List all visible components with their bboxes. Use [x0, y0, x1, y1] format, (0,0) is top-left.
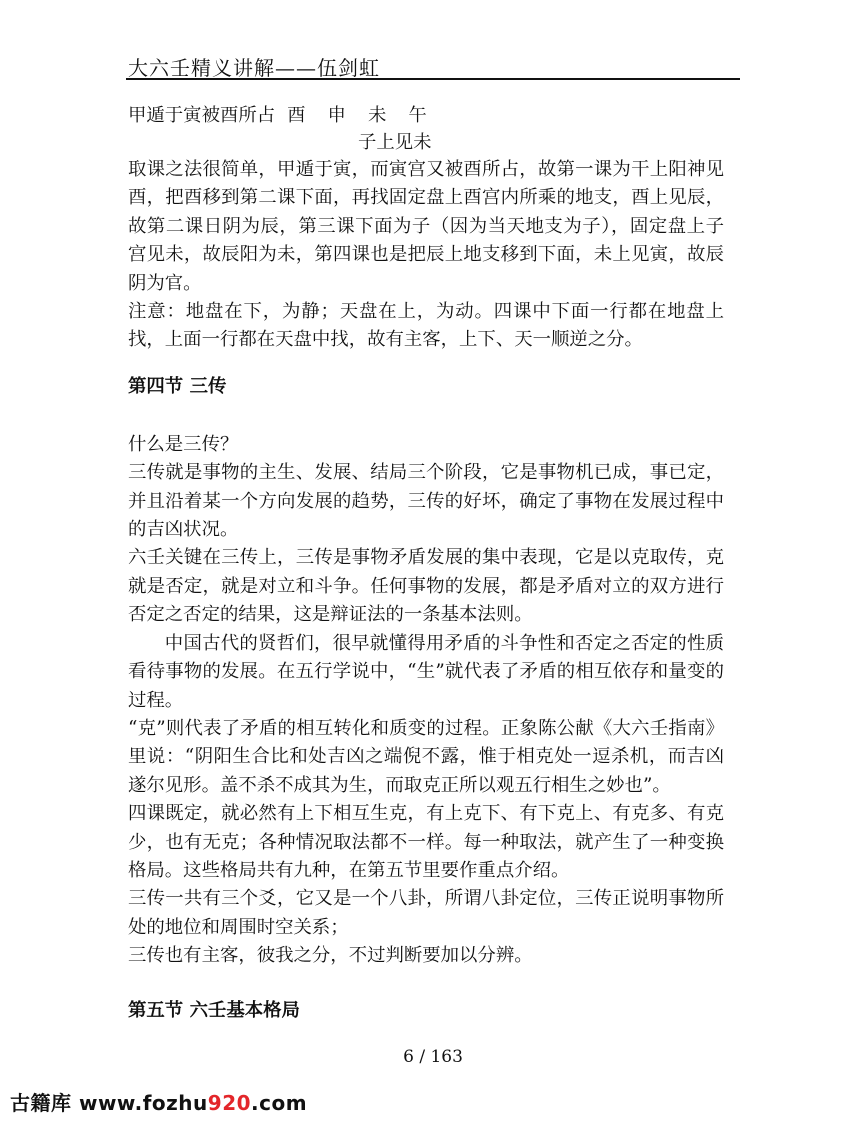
intro-line: [128, 102, 724, 130]
section-heading: 第四节 三传: [128, 375, 227, 397]
page-body: [128, 102, 724, 1025]
page-number: 6 / 163: [403, 1047, 463, 1067]
paragraph: 六壬关键在三传上，三传是事物矛盾发展的集中表现，它是以克取传，克就是否定，就是对立和斗争。任何事物的发展，都是矛盾对立的双方进行否定之否定的结果，这是辩证法的一条基本法则。: [128, 547, 724, 626]
branch-4: 午: [408, 105, 427, 126]
watermark-suffix: .com: [251, 1091, 308, 1115]
paragraph: 三传就是事物的主生、发展、结局三个阶段，它是事物机已成，事已定，并且沿着某一个方向发展的趋势，三传的好坏，确定了事物在发展过程中的吉凶状况。: [128, 462, 724, 541]
section-heading: 第五节 六壬基本格局: [128, 999, 300, 1021]
branch-3: 未: [367, 105, 387, 126]
intro-subline: 子上见未: [358, 132, 432, 153]
watermark-prefix: 古籍库 www.fozhu: [10, 1091, 208, 1115]
watermark-accent: 920: [207, 1091, 252, 1115]
site-watermark: [10, 1087, 307, 1116]
branch-1: 酉: [287, 105, 306, 126]
branch-2: 申: [327, 105, 346, 126]
intro-text: 甲遁于寅被酉所占: [128, 105, 276, 126]
paragraph: 中国古代的贤哲们，很早就懂得用矛盾的斗争性和否定之否定的性质看待事物的发展。在五行学说中，“生”就代表了矛盾的相互依存和量变的过程。: [128, 632, 724, 711]
header-rule: [126, 78, 740, 80]
paragraph: 注意：地盘在下，为静；天盘在上，为动。四课中下面一行都在地盘上找，上面一行都在天盘中找，故有主客，上下、天一顺逆之分。: [128, 301, 724, 351]
paragraph: 什么是三传？: [128, 433, 239, 455]
paragraph: 四课既定，就必然有上下相互生克，有上克下、有下克上、有克多、有克少，也有无克；各种情况取法都不一样。每一种取法，就产生了一种变换格局。这些格局共有九种，在第五节里要作重点介绍。: [128, 803, 724, 881]
paragraph: “克”则代表了矛盾的相互转化和质变的过程。正象陈公献《大六壬指南》里说：“阴阳生合比和处吉凶之端倪不露，惟于相克处一逗杀机，而吉凶遂尔见形。盖不杀不成其为生，而取克正所以观五行相生之妙也”。: [128, 717, 724, 796]
paragraph: 三传一共有三个爻，它又是一个八卦，所谓八卦定位，三传正说明事物所处的地位和周围时空关系；: [128, 888, 724, 938]
paragraph: 三传也有主客，彼我之分，不过判断要加以分辨。: [128, 945, 533, 967]
header-title: 大六壬精义讲解——伍剑虹: [128, 56, 380, 80]
paragraph: 取课之法很简单，甲遁于寅，而寅宫又被酉所占，故第一课为干上阳神见酉，把酉移到第二课下面，再找固定盘上酉宫内所乘的地支，酉上见辰，故第二课日阴为辰，第三课下面为子（因为当天地支为子），固定盘上子宫见未，故辰阳为未，第四课也是把辰上地支移到下面，未上见寅，故辰阴为官。: [128, 159, 724, 294]
